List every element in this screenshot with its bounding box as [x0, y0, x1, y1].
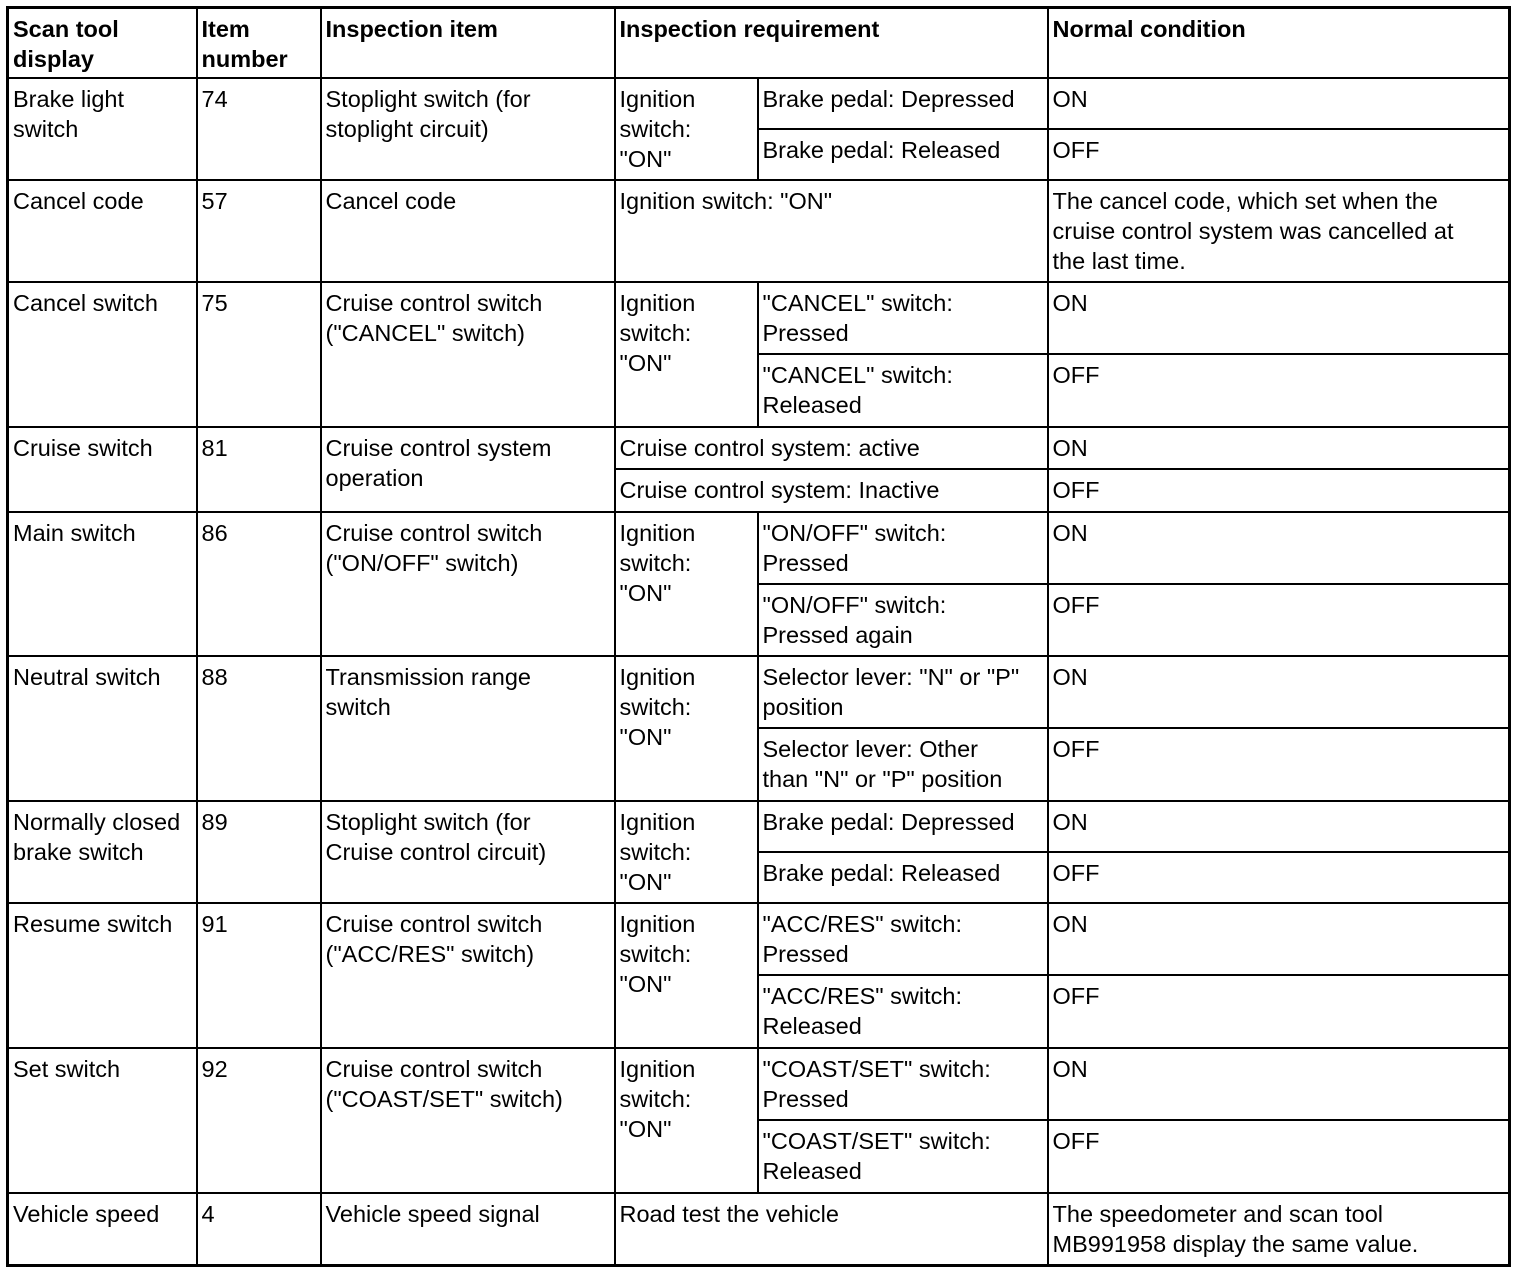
requirement-cell: Selector lever: "N" or "P" position [758, 656, 1048, 728]
table-row [8, 282, 1510, 354]
inspection-item-cell: Cruise control switch ("CANCEL" switch) [321, 282, 615, 427]
table-row [8, 1193, 1510, 1265]
inspection-item-cell: Stoplight switch (for Cruise control circuit) [321, 801, 615, 903]
requirement-cell: Cruise control system: active [615, 427, 1048, 469]
normal-condition-cell: ON [1048, 1048, 1510, 1120]
table-row [8, 903, 1510, 975]
requirement-condition-cell: Ignition switch: "ON" [615, 282, 758, 427]
requirement-cell: "ON/OFF" switch: Pressed again [758, 584, 1048, 656]
requirement-cell: "COAST/SET" switch: Pressed [758, 1048, 1048, 1120]
scan-tool-display-cell: Brake light switch [8, 78, 197, 180]
item-number-cell: 88 [197, 656, 321, 801]
requirement-cell: Cruise control system: Inactive [615, 469, 1048, 512]
normal-condition-cell: ON [1048, 801, 1510, 852]
inspection-table [6, 6, 1511, 1267]
scan-tool-display-cell: Resume switch [8, 903, 197, 1048]
requirement-cell: "ON/OFF" switch: Pressed [758, 512, 1048, 584]
item-number-cell: 75 [197, 282, 321, 427]
table-row [8, 180, 1510, 282]
requirement-cell: Brake pedal: Depressed [758, 801, 1048, 852]
normal-condition-cell: ON [1048, 656, 1510, 728]
inspection-item-cell: Cruise control system operation [321, 427, 615, 512]
scan-tool-display-cell: Set switch [8, 1048, 197, 1193]
requirement-cell: Ignition switch: "ON" [615, 180, 1048, 282]
header-row [8, 8, 1510, 79]
table-row [8, 78, 1510, 129]
header-inspection-requirement: Inspection requirement [615, 8, 1048, 79]
item-number-cell: 57 [197, 180, 321, 282]
item-number-cell: 81 [197, 427, 321, 512]
normal-condition-cell: ON [1048, 282, 1510, 354]
table-row [8, 427, 1510, 469]
scan-tool-display-cell: Main switch [8, 512, 197, 656]
scan-tool-display-cell: Neutral switch [8, 656, 197, 801]
requirement-cell: Road test the vehicle [615, 1193, 1048, 1265]
normal-condition-cell: OFF [1048, 469, 1510, 512]
scan-tool-display-cell: Vehicle speed [8, 1193, 197, 1265]
normal-condition-cell: ON [1048, 512, 1510, 584]
item-number-cell: 4 [197, 1193, 321, 1265]
normal-condition-cell: OFF [1048, 584, 1510, 656]
requirement-cell: "COAST/SET" switch: Released [758, 1120, 1048, 1193]
requirement-cell: "ACC/RES" switch: Released [758, 975, 1048, 1048]
scan-tool-display-cell: Cruise switch [8, 427, 197, 512]
normal-condition-cell: OFF [1048, 354, 1510, 427]
requirement-condition-cell: Ignition switch: "ON" [615, 801, 758, 903]
table-row [8, 801, 1510, 852]
requirement-condition-cell: Ignition switch: "ON" [615, 903, 758, 1048]
item-number-cell: 91 [197, 903, 321, 1048]
normal-condition-cell: ON [1048, 427, 1510, 469]
requirement-condition-cell: Ignition switch: "ON" [615, 656, 758, 801]
requirement-cell: Brake pedal: Released [758, 129, 1048, 180]
requirement-cell: "CANCEL" switch: Released [758, 354, 1048, 427]
requirement-cell: Selector lever: Other than "N" or "P" position [758, 728, 1048, 801]
inspection-item-cell: Cruise control switch ("ACC/RES" switch) [321, 903, 615, 1048]
header-normal-condition: Normal condition [1048, 8, 1510, 79]
requirement-condition-cell: Ignition switch: "ON" [615, 1048, 758, 1193]
item-number-cell: 74 [197, 78, 321, 180]
inspection-item-cell: Transmission range switch [321, 656, 615, 801]
normal-condition-cell: OFF [1048, 129, 1510, 180]
normal-condition-cell: The cancel code, which set when the cruise control system was cancelled at the last time. [1048, 180, 1510, 282]
requirement-cell: "ACC/RES" switch: Pressed [758, 903, 1048, 975]
table-row [8, 1048, 1510, 1120]
inspection-item-cell: Cruise control switch ("ON/OFF" switch) [321, 512, 615, 656]
normal-condition-cell: The speedometer and scan tool MB991958 display the same value. [1048, 1193, 1510, 1265]
normal-condition-cell: OFF [1048, 1120, 1510, 1193]
table-row [8, 512, 1510, 584]
normal-condition-cell: ON [1048, 78, 1510, 129]
scan-tool-display-cell: Cancel switch [8, 282, 197, 427]
inspection-item-cell: Cancel code [321, 180, 615, 282]
scan-tool-display-cell: Cancel code [8, 180, 197, 282]
requirement-condition-cell: Ignition switch: "ON" [615, 512, 758, 656]
header-inspection-item: Inspection item [321, 8, 615, 79]
normal-condition-cell: ON [1048, 903, 1510, 975]
requirement-condition-cell: Ignition switch: "ON" [615, 78, 758, 180]
item-number-cell: 86 [197, 512, 321, 656]
scan-tool-display-cell: Normally closed brake switch [8, 801, 197, 903]
inspection-item-cell: Cruise control switch ("COAST/SET" switch) [321, 1048, 615, 1193]
inspection-item-cell: Vehicle speed signal [321, 1193, 615, 1265]
item-number-cell: 89 [197, 801, 321, 903]
inspection-item-cell: Stoplight switch (for stoplight circuit) [321, 78, 615, 180]
item-number-cell: 92 [197, 1048, 321, 1193]
table-row [8, 656, 1510, 728]
normal-condition-cell: OFF [1048, 728, 1510, 801]
header-scan-tool-display: Scan tool display [8, 8, 197, 79]
normal-condition-cell: OFF [1048, 852, 1510, 903]
header-item-number: Item number [197, 8, 321, 79]
requirement-cell: "CANCEL" switch: Pressed [758, 282, 1048, 354]
requirement-cell: Brake pedal: Depressed [758, 78, 1048, 129]
normal-condition-cell: OFF [1048, 975, 1510, 1048]
requirement-cell: Brake pedal: Released [758, 852, 1048, 903]
